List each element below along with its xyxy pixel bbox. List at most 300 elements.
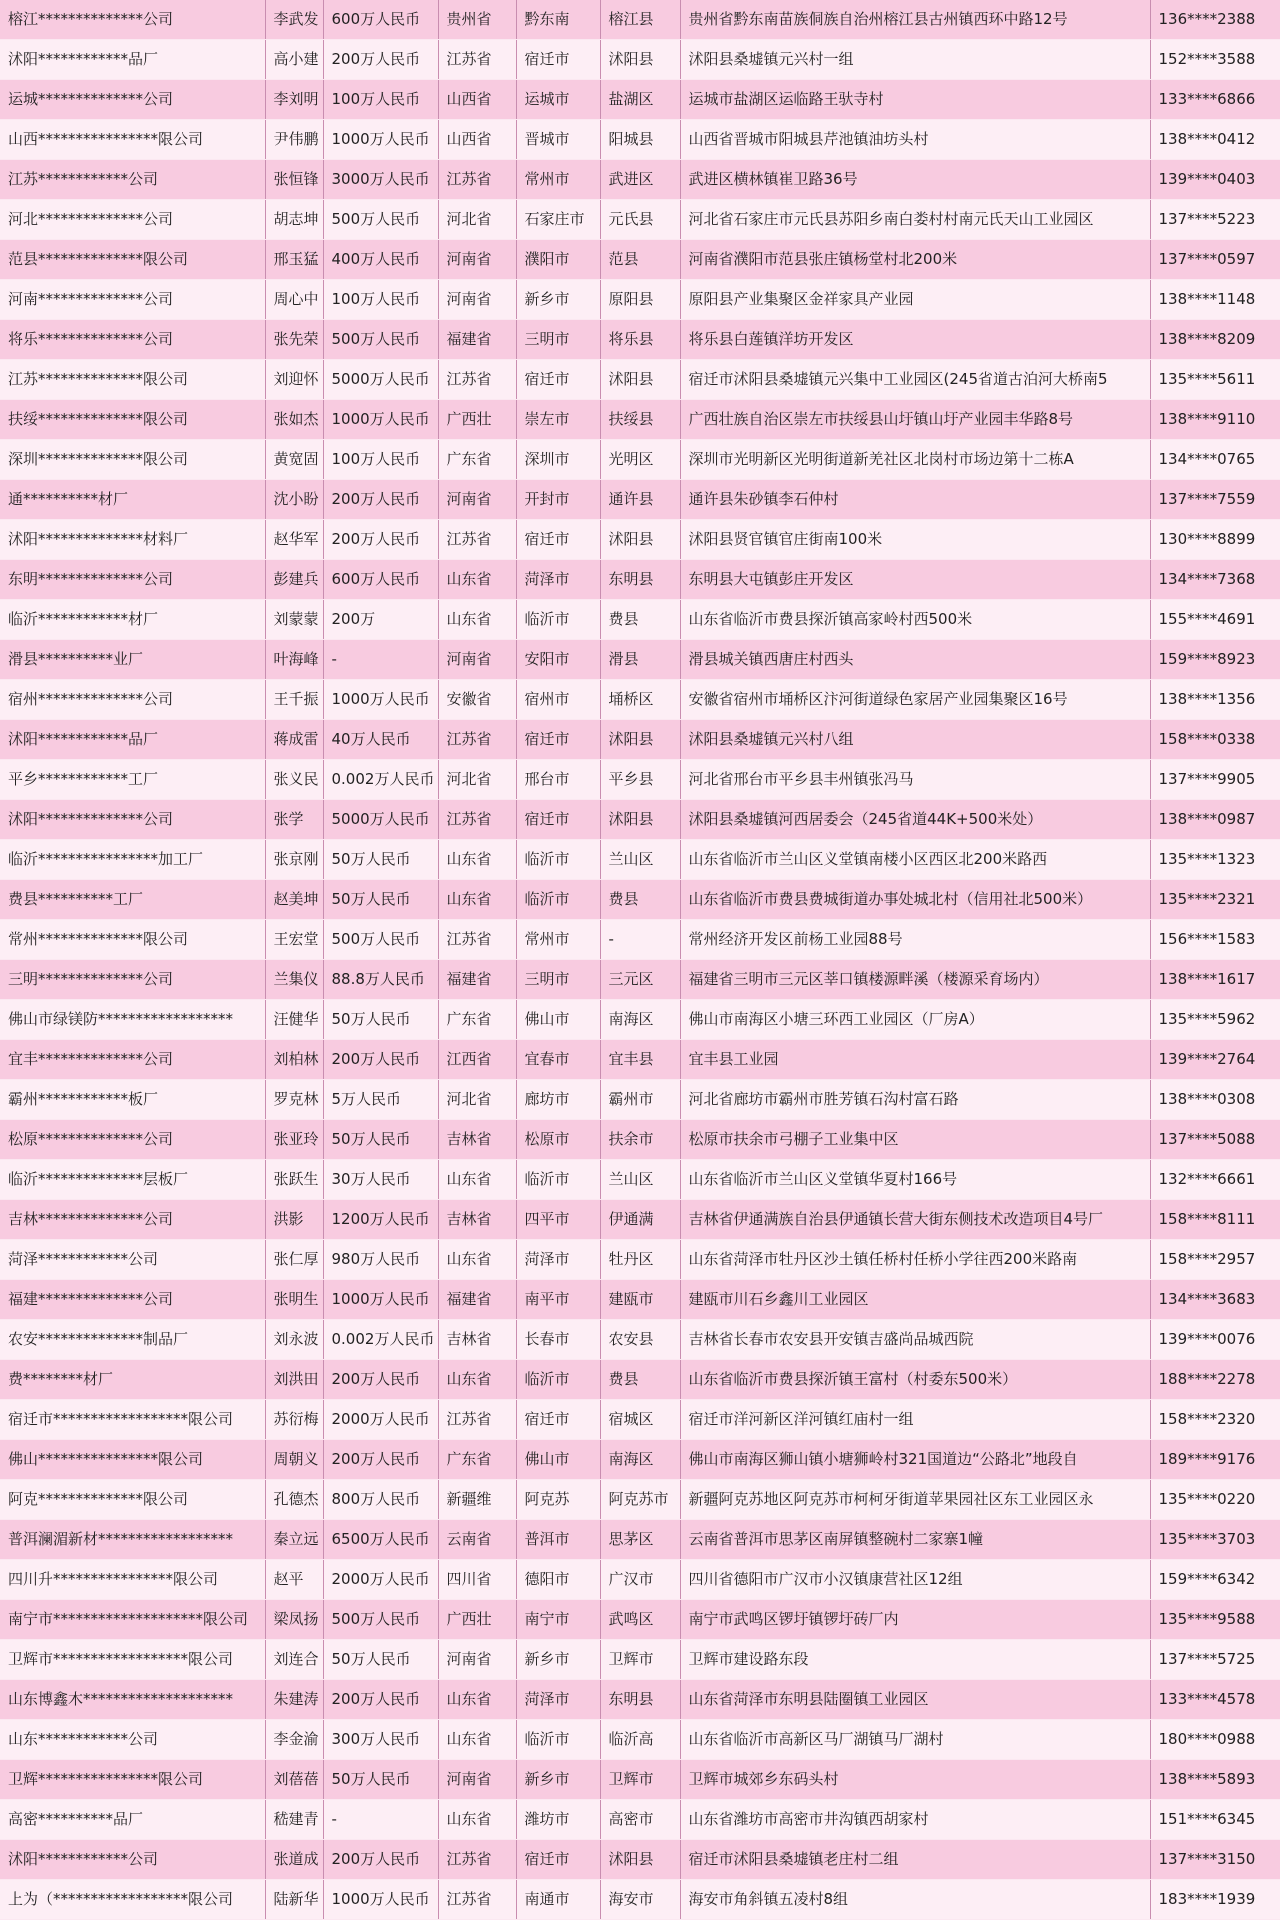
district-cell: 费县 — [600, 1360, 680, 1400]
table-row — [0, 640, 1280, 680]
registered-capital-cell: 50万人民币 — [323, 880, 438, 920]
district-cell: 武鸣区 — [600, 1600, 680, 1640]
address-cell: 原阳县产业集聚区金祥家具产业园 — [680, 280, 1150, 320]
company-name-cell: 霸州************板厂 — [0, 1080, 265, 1120]
registered-capital-cell: - — [323, 640, 438, 680]
city-cell: 新乡市 — [516, 1760, 600, 1800]
legal-rep-cell: 张如杰 — [265, 400, 323, 440]
province-cell: 吉林省 — [438, 1200, 516, 1240]
registered-capital-cell: 30万人民币 — [323, 1160, 438, 1200]
company-name-cell: 滑县**********业厂 — [0, 640, 265, 680]
phone-cell: 138****0308 — [1150, 1080, 1280, 1120]
city-cell: 普洱市 — [516, 1520, 600, 1560]
legal-rep-cell: 刘迎怀 — [265, 360, 323, 400]
legal-rep-cell: 叶海峰 — [265, 640, 323, 680]
address-cell: 沭阳县桑墟镇元兴村一组 — [680, 40, 1150, 80]
address-cell: 山东省临沂市费县费城街道办事处城北村（信用社北500米） — [680, 880, 1150, 920]
legal-rep-cell: 蒋成雷 — [265, 720, 323, 760]
legal-rep-cell: 刘蓓蓓 — [265, 1760, 323, 1800]
district-cell: 沭阳县 — [600, 520, 680, 560]
province-cell: 江苏省 — [438, 160, 516, 200]
city-cell: 德阳市 — [516, 1560, 600, 1600]
district-cell: 元氏县 — [600, 200, 680, 240]
table-row — [0, 1080, 1280, 1120]
address-cell: 宿迁市沭阳县桑墟镇元兴集中工业园区(245省道古泊河大桥南5 — [680, 360, 1150, 400]
district-cell: 沭阳县 — [600, 360, 680, 400]
registered-capital-cell: 100万人民币 — [323, 280, 438, 320]
city-cell: 宿迁市 — [516, 1840, 600, 1880]
phone-cell: 135****3703 — [1150, 1520, 1280, 1560]
legal-rep-cell: 嵇建青 — [265, 1800, 323, 1840]
phone-cell: 138****1617 — [1150, 960, 1280, 1000]
legal-rep-cell: 张京刚 — [265, 840, 323, 880]
company-name-cell: 临沂**************层板厂 — [0, 1160, 265, 1200]
province-cell: 河南省 — [438, 280, 516, 320]
company-name-cell: 宿州**************公司 — [0, 680, 265, 720]
registered-capital-cell: 1000万人民币 — [323, 1880, 438, 1920]
table-row — [0, 1320, 1280, 1360]
province-cell: 河南省 — [438, 1760, 516, 1800]
registered-capital-cell: 88.8万人民币 — [323, 960, 438, 1000]
registered-capital-cell: 200万人民币 — [323, 1440, 438, 1480]
legal-rep-cell: 张义民 — [265, 760, 323, 800]
legal-rep-cell: 洪影 — [265, 1200, 323, 1240]
table-row — [0, 160, 1280, 200]
city-cell: 三明市 — [516, 320, 600, 360]
address-cell: 运城市盐湖区运临路王驮寺村 — [680, 80, 1150, 120]
phone-cell: 158****8111 — [1150, 1200, 1280, 1240]
district-cell: 兰山区 — [600, 1160, 680, 1200]
registered-capital-cell: 3000万人民币 — [323, 160, 438, 200]
table-row — [0, 1800, 1280, 1840]
legal-rep-cell: 刘蒙蒙 — [265, 600, 323, 640]
district-cell: 三元区 — [600, 960, 680, 1000]
province-cell: 云南省 — [438, 1520, 516, 1560]
district-cell: 南海区 — [600, 1440, 680, 1480]
registered-capital-cell: 1200万人民币 — [323, 1200, 438, 1240]
registered-capital-cell: 1000万人民币 — [323, 1280, 438, 1320]
address-cell: 安徽省宿州市埇桥区汴河街道绿色家居产业园集聚区16号 — [680, 680, 1150, 720]
province-cell: 河南省 — [438, 240, 516, 280]
district-cell: 牡丹区 — [600, 1240, 680, 1280]
province-cell: 江苏省 — [438, 40, 516, 80]
city-cell: 开封市 — [516, 480, 600, 520]
city-cell: 运城市 — [516, 80, 600, 120]
registered-capital-cell: 600万人民币 — [323, 0, 438, 40]
legal-rep-cell: 李刘明 — [265, 80, 323, 120]
company-name-cell: 临沂****************加工厂 — [0, 840, 265, 880]
address-cell: 贵州省黔东南苗族侗族自治州榕江县古州镇西环中路12号 — [680, 0, 1150, 40]
district-cell: 沭阳县 — [600, 720, 680, 760]
address-cell: 滑县城关镇西唐庄村西头 — [680, 640, 1150, 680]
phone-cell: 139****0076 — [1150, 1320, 1280, 1360]
city-cell: 南平市 — [516, 1280, 600, 1320]
table-row — [0, 280, 1280, 320]
company-name-cell: 四川升****************限公司 — [0, 1560, 265, 1600]
phone-cell: 189****9176 — [1150, 1440, 1280, 1480]
table-row — [0, 720, 1280, 760]
legal-rep-cell: 王千振 — [265, 680, 323, 720]
district-cell: 榕江县 — [600, 0, 680, 40]
legal-rep-cell: 邢玉猛 — [265, 240, 323, 280]
table-row — [0, 1680, 1280, 1720]
company-name-cell: 平乡************工厂 — [0, 760, 265, 800]
registered-capital-cell: 500万人民币 — [323, 320, 438, 360]
address-cell: 福建省三明市三元区莘口镇楼源畔溪（楼源采育场内） — [680, 960, 1150, 1000]
table-row — [0, 1720, 1280, 1760]
district-cell: 武进区 — [600, 160, 680, 200]
legal-rep-cell: 苏衍梅 — [265, 1400, 323, 1440]
table-row — [0, 1400, 1280, 1440]
district-cell: 埇桥区 — [600, 680, 680, 720]
phone-cell: 138****8209 — [1150, 320, 1280, 360]
district-cell: 高密市 — [600, 1800, 680, 1840]
registered-capital-cell: - — [323, 1800, 438, 1840]
legal-rep-cell: 周朝义 — [265, 1440, 323, 1480]
district-cell: 阳城县 — [600, 120, 680, 160]
district-cell: 原阳县 — [600, 280, 680, 320]
table-row — [0, 680, 1280, 720]
company-name-cell: 山西****************限公司 — [0, 120, 265, 160]
phone-cell: 137****5725 — [1150, 1640, 1280, 1680]
company-name-cell: 费********材厂 — [0, 1360, 265, 1400]
province-cell: 广西壮 — [438, 1600, 516, 1640]
province-cell: 山东省 — [438, 1800, 516, 1840]
table-row — [0, 360, 1280, 400]
city-cell: 南通市 — [516, 1880, 600, 1920]
address-cell: 宜丰县工业园 — [680, 1040, 1150, 1080]
city-cell: 新乡市 — [516, 1640, 600, 1680]
city-cell: 佛山市 — [516, 1440, 600, 1480]
company-name-cell: 普洱澜湄新材****************** — [0, 1520, 265, 1560]
address-cell: 山东省临沂市费县探沂镇高家岭村西500米 — [680, 600, 1150, 640]
phone-cell: 139****0403 — [1150, 160, 1280, 200]
district-cell: 沭阳县 — [600, 1840, 680, 1880]
legal-rep-cell: 刘洪田 — [265, 1360, 323, 1400]
company-name-cell: 高密**********品厂 — [0, 1800, 265, 1840]
table-row — [0, 560, 1280, 600]
address-cell: 吉林省伊通满族自治县伊通镇长营大街东侧技术改造项目4号厂 — [680, 1200, 1150, 1240]
table-row — [0, 1760, 1280, 1800]
district-cell: 宿城区 — [600, 1400, 680, 1440]
phone-cell: 155****4691 — [1150, 600, 1280, 640]
company-name-cell: 江苏**************限公司 — [0, 360, 265, 400]
registered-capital-cell: 1000万人民币 — [323, 120, 438, 160]
registered-capital-cell: 6500万人民币 — [323, 1520, 438, 1560]
address-cell: 沭阳县贤官镇官庄街南100米 — [680, 520, 1150, 560]
phone-cell: 136****2388 — [1150, 0, 1280, 40]
legal-rep-cell: 秦立远 — [265, 1520, 323, 1560]
registered-capital-cell: 200万人民币 — [323, 1360, 438, 1400]
province-cell: 山东省 — [438, 840, 516, 880]
address-cell: 山东省临沂市费县探沂镇王富村（村委东500米） — [680, 1360, 1150, 1400]
province-cell: 福建省 — [438, 960, 516, 1000]
phone-cell: 180****0988 — [1150, 1720, 1280, 1760]
district-cell: 将乐县 — [600, 320, 680, 360]
city-cell: 临沂市 — [516, 840, 600, 880]
province-cell: 广西壮 — [438, 400, 516, 440]
legal-rep-cell: 张学 — [265, 800, 323, 840]
city-cell: 临沂市 — [516, 1160, 600, 1200]
legal-rep-cell: 黄宽固 — [265, 440, 323, 480]
registered-capital-cell: 200万人民币 — [323, 1680, 438, 1720]
district-cell: 滑县 — [600, 640, 680, 680]
legal-rep-cell: 李金渝 — [265, 1720, 323, 1760]
table-row — [0, 1280, 1280, 1320]
company-name-cell: 吉林**************公司 — [0, 1200, 265, 1240]
phone-cell: 138****5893 — [1150, 1760, 1280, 1800]
phone-cell: 135****1323 — [1150, 840, 1280, 880]
address-cell: 四川省德阳市广汉市小汉镇康营社区12组 — [680, 1560, 1150, 1600]
province-cell: 福建省 — [438, 320, 516, 360]
city-cell: 临沂市 — [516, 1720, 600, 1760]
address-cell: 宿迁市沭阳县桑墟镇老庄村二组 — [680, 1840, 1150, 1880]
company-name-cell: 山东************公司 — [0, 1720, 265, 1760]
registered-capital-cell: 800万人民币 — [323, 1480, 438, 1520]
phone-cell: 134****7368 — [1150, 560, 1280, 600]
registered-capital-cell: 50万人民币 — [323, 840, 438, 880]
company-name-cell: 宜丰**************公司 — [0, 1040, 265, 1080]
table-row — [0, 1840, 1280, 1880]
company-name-cell: 山东博鑫木******************** — [0, 1680, 265, 1720]
phone-cell: 138****0987 — [1150, 800, 1280, 840]
city-cell: 临沂市 — [516, 1360, 600, 1400]
district-cell: 盐湖区 — [600, 80, 680, 120]
province-cell: 广东省 — [438, 1000, 516, 1040]
registered-capital-cell: 50万人民币 — [323, 1760, 438, 1800]
legal-rep-cell: 张仁厚 — [265, 1240, 323, 1280]
legal-rep-cell: 刘永波 — [265, 1320, 323, 1360]
table-row — [0, 1360, 1280, 1400]
table-row — [0, 1600, 1280, 1640]
phone-cell: 137****3150 — [1150, 1840, 1280, 1880]
registered-capital-cell: 200万人民币 — [323, 40, 438, 80]
company-name-cell: 阿克**************限公司 — [0, 1480, 265, 1520]
registered-capital-cell: 500万人民币 — [323, 200, 438, 240]
registered-capital-cell: 980万人民币 — [323, 1240, 438, 1280]
address-cell: 河北省廊坊市霸州市胜芳镇石沟村富石路 — [680, 1080, 1150, 1120]
registered-capital-cell: 5000万人民币 — [323, 360, 438, 400]
address-cell: 广西壮族自治区崇左市扶绥县山圩镇山圩产业园丰华路8号 — [680, 400, 1150, 440]
city-cell: 宿州市 — [516, 680, 600, 720]
phone-cell: 137****9905 — [1150, 760, 1280, 800]
legal-rep-cell: 张跃生 — [265, 1160, 323, 1200]
table-row — [0, 1520, 1280, 1560]
province-cell: 江苏省 — [438, 360, 516, 400]
registered-capital-cell: 300万人民币 — [323, 1720, 438, 1760]
phone-cell: 138****1148 — [1150, 280, 1280, 320]
phone-cell: 137****5223 — [1150, 200, 1280, 240]
address-cell: 南宁市武鸣区锣圩镇锣圩砖厂内 — [680, 1600, 1150, 1640]
table-row — [0, 800, 1280, 840]
address-cell: 沭阳县桑墟镇河西居委会（245省道44K+500米处） — [680, 800, 1150, 840]
table-row — [0, 1120, 1280, 1160]
district-cell: 平乡县 — [600, 760, 680, 800]
company-name-cell: 临沂************材厂 — [0, 600, 265, 640]
company-name-cell: 南宁市********************限公司 — [0, 1600, 265, 1640]
phone-cell: 158****2320 — [1150, 1400, 1280, 1440]
table-row — [0, 80, 1280, 120]
address-cell: 武进区横林镇崔卫路36号 — [680, 160, 1150, 200]
district-cell: 东明县 — [600, 560, 680, 600]
address-cell: 山东省潍坊市高密市井沟镇西胡家村 — [680, 1800, 1150, 1840]
address-cell: 通许县朱砂镇李石仲村 — [680, 480, 1150, 520]
province-cell: 江苏省 — [438, 720, 516, 760]
phone-cell: 130****8899 — [1150, 520, 1280, 560]
province-cell: 吉林省 — [438, 1320, 516, 1360]
company-name-cell: 上为（******************限公司 — [0, 1880, 265, 1920]
legal-rep-cell: 朱建涛 — [265, 1680, 323, 1720]
legal-rep-cell: 张先荣 — [265, 320, 323, 360]
registered-capital-cell: 500万人民币 — [323, 920, 438, 960]
table-row — [0, 840, 1280, 880]
province-cell: 广东省 — [438, 1440, 516, 1480]
province-cell: 河南省 — [438, 640, 516, 680]
city-cell: 佛山市 — [516, 1000, 600, 1040]
company-name-cell: 深圳**************限公司 — [0, 440, 265, 480]
address-cell: 沭阳县桑墟镇元兴村八组 — [680, 720, 1150, 760]
district-cell: 扶余市 — [600, 1120, 680, 1160]
city-cell: 晋城市 — [516, 120, 600, 160]
province-cell: 新疆维 — [438, 1480, 516, 1520]
company-name-cell: 松原**************公司 — [0, 1120, 265, 1160]
company-name-cell: 卫辉市******************限公司 — [0, 1640, 265, 1680]
company-name-cell: 福建**************公司 — [0, 1280, 265, 1320]
phone-cell: 135****5962 — [1150, 1000, 1280, 1040]
district-cell: 临沂高 — [600, 1720, 680, 1760]
district-cell: 费县 — [600, 600, 680, 640]
phone-cell: 134****0765 — [1150, 440, 1280, 480]
table-row — [0, 1000, 1280, 1040]
city-cell: 潍坊市 — [516, 1800, 600, 1840]
company-name-cell: 东明**************公司 — [0, 560, 265, 600]
phone-cell: 138****9110 — [1150, 400, 1280, 440]
legal-rep-cell: 王宏堂 — [265, 920, 323, 960]
table-row — [0, 760, 1280, 800]
phone-cell: 151****6345 — [1150, 1800, 1280, 1840]
city-cell: 邢台市 — [516, 760, 600, 800]
district-cell: 光明区 — [600, 440, 680, 480]
legal-rep-cell: 陆新华 — [265, 1880, 323, 1920]
address-cell: 宿迁市洋河新区洋河镇红庙村一组 — [680, 1400, 1150, 1440]
district-cell: 卫辉市 — [600, 1640, 680, 1680]
legal-rep-cell: 刘连合 — [265, 1640, 323, 1680]
address-cell: 佛山市南海区小塘三环西工业园区（厂房A） — [680, 1000, 1150, 1040]
legal-rep-cell: 张明生 — [265, 1280, 323, 1320]
address-cell: 河北省石家庄市元氏县苏阳乡南白娄村村南元氏天山工业园区 — [680, 200, 1150, 240]
city-cell: 常州市 — [516, 160, 600, 200]
city-cell: 四平市 — [516, 1200, 600, 1240]
company-name-cell: 三明**************公司 — [0, 960, 265, 1000]
registered-capital-cell: 2000万人民币 — [323, 1560, 438, 1600]
province-cell: 山东省 — [438, 880, 516, 920]
city-cell: 濮阳市 — [516, 240, 600, 280]
phone-cell: 138****1356 — [1150, 680, 1280, 720]
address-cell: 建瓯市川石乡鑫川工业园区 — [680, 1280, 1150, 1320]
province-cell: 山西省 — [438, 120, 516, 160]
registered-capital-cell: 200万 — [323, 600, 438, 640]
district-cell: 建瓯市 — [600, 1280, 680, 1320]
district-cell: 农安县 — [600, 1320, 680, 1360]
city-cell: 石家庄市 — [516, 200, 600, 240]
registered-capital-cell: 400万人民币 — [323, 240, 438, 280]
legal-rep-cell: 梁凤扬 — [265, 1600, 323, 1640]
table-row — [0, 0, 1280, 40]
province-cell: 江苏省 — [438, 800, 516, 840]
company-name-cell: 卫辉****************限公司 — [0, 1760, 265, 1800]
city-cell: 深圳市 — [516, 440, 600, 480]
table-row — [0, 1480, 1280, 1520]
province-cell: 吉林省 — [438, 1120, 516, 1160]
registered-capital-cell: 5000万人民币 — [323, 800, 438, 840]
legal-rep-cell: 彭建兵 — [265, 560, 323, 600]
company-name-cell: 江苏************公司 — [0, 160, 265, 200]
company-name-cell: 沭阳************公司 — [0, 1840, 265, 1880]
company-name-cell: 范县**************限公司 — [0, 240, 265, 280]
company-name-cell: 沭阳************品厂 — [0, 720, 265, 760]
district-cell: 霸州市 — [600, 1080, 680, 1120]
province-cell: 山东省 — [438, 1360, 516, 1400]
registered-capital-cell: 200万人民币 — [323, 1040, 438, 1080]
legal-rep-cell: 张亚玲 — [265, 1120, 323, 1160]
table-row — [0, 200, 1280, 240]
legal-rep-cell: 沈小盼 — [265, 480, 323, 520]
table-row — [0, 1640, 1280, 1680]
address-cell: 深圳市光明新区光明街道新羌社区北岗村市场边第十二栋A — [680, 440, 1150, 480]
city-cell: 临沂市 — [516, 880, 600, 920]
address-cell: 山东省菏泽市东明县陆圈镇工业园区 — [680, 1680, 1150, 1720]
province-cell: 四川省 — [438, 1560, 516, 1600]
phone-cell: 135****5611 — [1150, 360, 1280, 400]
phone-cell: 158****2957 — [1150, 1240, 1280, 1280]
legal-rep-cell: 赵华军 — [265, 520, 323, 560]
district-cell: 卫辉市 — [600, 1760, 680, 1800]
table-row — [0, 400, 1280, 440]
city-cell: 宿迁市 — [516, 520, 600, 560]
district-cell: - — [600, 920, 680, 960]
company-name-cell: 将乐**************公司 — [0, 320, 265, 360]
district-cell: 广汉市 — [600, 1560, 680, 1600]
legal-rep-cell: 赵美坤 — [265, 880, 323, 920]
legal-rep-cell: 孔德杰 — [265, 1480, 323, 1520]
legal-rep-cell: 汪健华 — [265, 1000, 323, 1040]
phone-cell: 137****5088 — [1150, 1120, 1280, 1160]
legal-rep-cell: 罗克林 — [265, 1080, 323, 1120]
registered-capital-cell: 200万人民币 — [323, 520, 438, 560]
company-name-cell: 农安**************制品厂 — [0, 1320, 265, 1360]
province-cell: 安徽省 — [438, 680, 516, 720]
address-cell: 云南省普洱市思茅区南屏镇整碗村二家寨1幢 — [680, 1520, 1150, 1560]
district-cell: 沭阳县 — [600, 40, 680, 80]
table-row — [0, 320, 1280, 360]
phone-cell: 133****6866 — [1150, 80, 1280, 120]
province-cell: 江苏省 — [438, 1400, 516, 1440]
registered-capital-cell: 50万人民币 — [323, 1120, 438, 1160]
table-row — [0, 1440, 1280, 1480]
table-row — [0, 520, 1280, 560]
phone-cell: 139****2764 — [1150, 1040, 1280, 1080]
registered-capital-cell: 500万人民币 — [323, 1600, 438, 1640]
address-cell: 东明县大屯镇彭庄开发区 — [680, 560, 1150, 600]
phone-cell: 156****1583 — [1150, 920, 1280, 960]
city-cell: 菏泽市 — [516, 1240, 600, 1280]
table-row — [0, 120, 1280, 160]
city-cell: 宿迁市 — [516, 1400, 600, 1440]
address-cell: 山东省临沂市高新区马厂湖镇马厂湖村 — [680, 1720, 1150, 1760]
company-name-cell: 菏泽************公司 — [0, 1240, 265, 1280]
company-name-cell: 河北**************公司 — [0, 200, 265, 240]
registered-capital-cell: 1000万人民币 — [323, 680, 438, 720]
